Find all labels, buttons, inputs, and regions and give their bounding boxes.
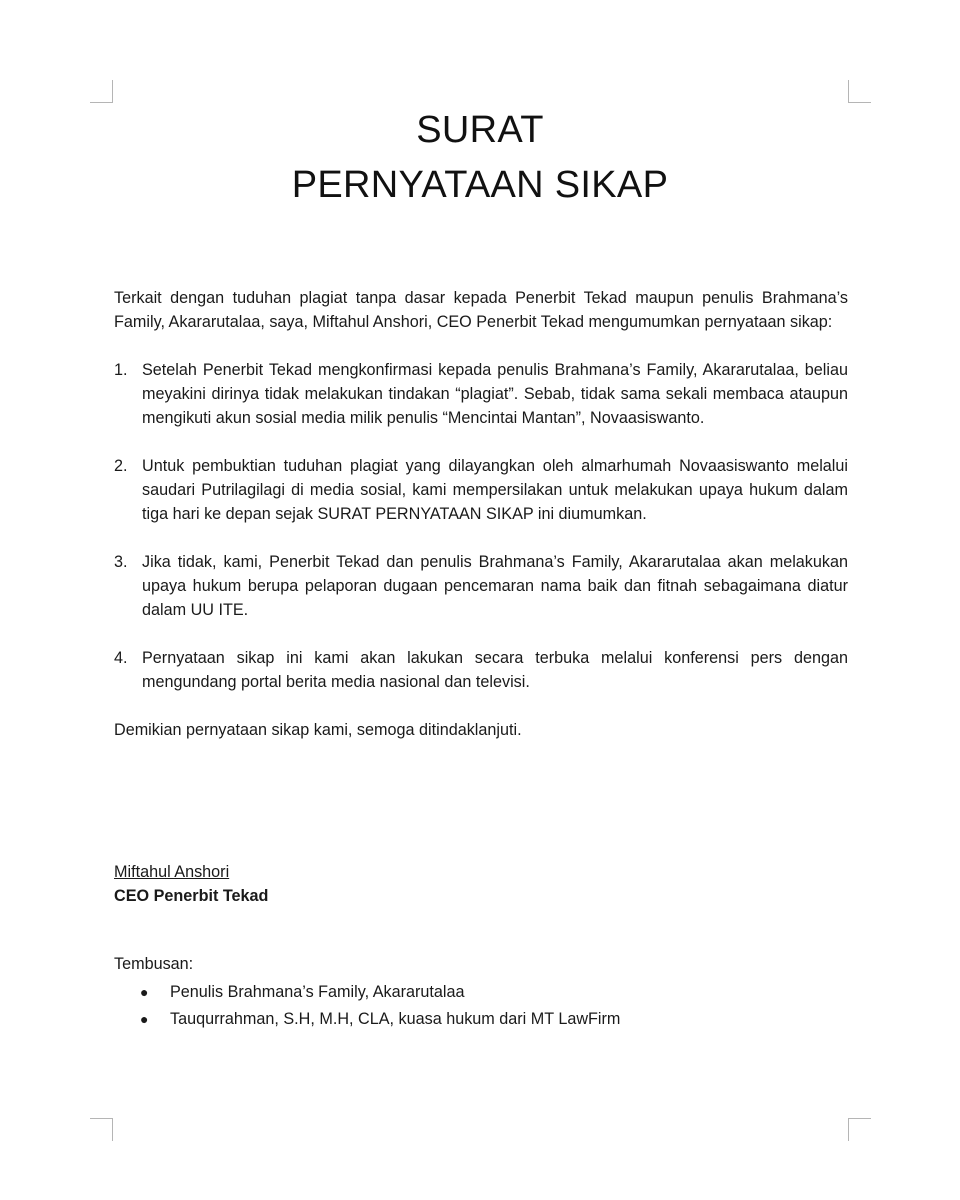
list-item-number: 4. — [114, 649, 128, 667]
list-item-text: Setelah Penerbit Tekad mengkonfirmasi kepada penulis Brahmana’s Family, Akararutalaa, beliau meyakini dirinya tidak melakukan tindakan “plagiat”. Sebab, tidak sama sekali membaca ataupun mengikuti akun sosial media milik penulis “Mencintai Mantan”, Novaasiswanto. — [142, 361, 848, 427]
document-title-line2: PERNYATAAN SIKAP — [291, 164, 669, 206]
signature-block — [114, 860, 268, 908]
signer-role: CEO Penerbit Tekad — [114, 887, 269, 905]
cc-list-item — [114, 1005, 848, 1032]
bullet-icon: ● — [140, 1010, 149, 1027]
list-item-number: 3. — [114, 553, 128, 571]
signer-name: Miftahul Anshori — [114, 863, 230, 881]
cc-label: Tembusan: — [114, 955, 194, 973]
bullet-icon: ● — [140, 983, 149, 1000]
intro-paragraph: Terkait dengan tuduhan plagiat tanpa dasar kepada Penerbit Tekad maupun penulis Brahmana’s Family, Akararutalaa, saya, Miftahul Anshori, CEO Penerbit Tekad mengumumkan pernyataan sikap: — [114, 289, 848, 331]
closing-paragraph: Demikian pernyataan sikap kami, semoga ditindaklanjuti. — [114, 721, 522, 739]
list-item — [114, 646, 848, 694]
corner-mark-top-left — [90, 80, 113, 103]
corner-mark-top-right — [848, 80, 871, 103]
list-item — [114, 550, 848, 622]
list-item-number: 1. — [114, 361, 128, 379]
corner-mark-bottom-left — [90, 1118, 113, 1141]
list-item-number: 2. — [114, 457, 128, 475]
cc-item-text: Penulis Brahmana’s Family, Akararutalaa — [170, 982, 465, 1001]
cc-list-item — [114, 978, 848, 1005]
cc-section — [114, 952, 848, 1032]
list-item-text: Untuk pembuktian tuduhan plagiat yang dilayangkan oleh almarhumah Novaasiswanto melalui saudari Putrilagilagi di media sosial, kami mempersilakan untuk melakukan upaya hukum dalam tiga hari ke depan sejak SURAT PERNYATAAN SIKAP ini diumumkan. — [142, 457, 848, 523]
list-item — [114, 454, 848, 526]
statement-list — [114, 358, 848, 694]
corner-mark-bottom-right — [848, 1118, 871, 1141]
document-body — [114, 286, 848, 742]
list-item-text: Pernyataan sikap ini kami akan lakukan secara terbuka melalui konferensi pers dengan mengundang portal berita media nasional dan televisi. — [142, 649, 848, 691]
list-item-text: Jika tidak, kami, Penerbit Tekad dan penulis Brahmana’s Family, Akararutalaa akan melakukan upaya hukum berupa pelaporan dugaan pencemaran nama baik dan fitnah sebagaimana diatur dalam UU ITE. — [142, 553, 848, 619]
cc-list — [114, 978, 848, 1032]
document-title-line1: SURAT — [416, 109, 544, 151]
list-item — [114, 358, 848, 430]
cc-item-text: Tauqurrahman, S.H, M.H, CLA, kuasa hukum dari MT LawFirm — [170, 1009, 621, 1028]
